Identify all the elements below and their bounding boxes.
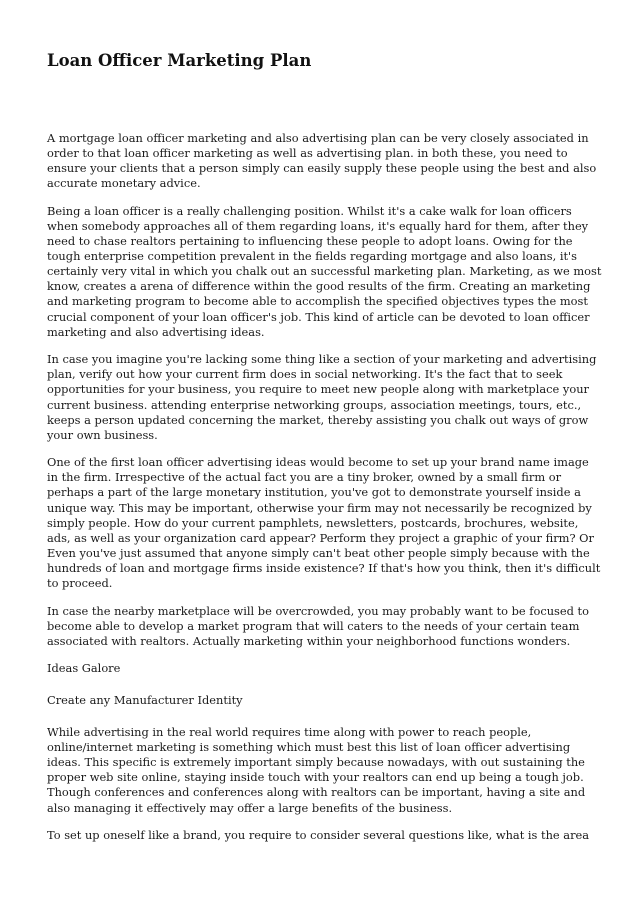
paragraph-online-marketing: While advertising in the real world requires time along with power to reach people, online/internet marketing is something which must best this list of loan officer advertising ideas. This specific is extremely important simply because nowadays, with out sustaining the proper web site online, staying inside touch with your realtors can end up being a tough job. Though conferences and conferences along with realtors can be important, having a site and also managing it effectively may offer a large benefits of the business. xyxy=(47,725,586,815)
document-body xyxy=(47,131,603,856)
section-heading-brand-identity: Create any Manufacturer Identity xyxy=(47,692,243,707)
paragraph-intro: A mortgage loan officer marketing and also advertising plan can be very closely associated in order to that loan officer marketing as well as advertising plan. in both these, you need to ensure your clients that a person simply can easily supply these people using the best and also accurate monetary advice. xyxy=(47,131,597,191)
paragraph-brand-image: One of the first loan officer advertising ideas would become to set up your brand name image in the firm. Irrespective of the actual fact you are a tiny broker, owned by a small firm or perhaps a part of the large monetary institution, you've got to demonstrate yourself inside a unique way. This may be important, otherwise your firm may not necessarily be recognized by simply people. How do your current pamphlets, newsletters, postcards, brochures, website, ads, as well as your organization card appear? Perform they project a graphic of your firm? Or Even you've just assumed that anyone simply can't beat other people simply because with the hundreds of loan and mortgage firms inside existence? If that's how you think, then it's difficult to proceed. xyxy=(47,455,601,591)
section-heading-ideas-galore: Ideas Galore xyxy=(47,661,121,676)
paragraph-brand-questions: To set up oneself like a brand, you require to consider several questions like, what is the area xyxy=(47,828,590,843)
paragraph-challenging-position: Being a loan officer is a really challenging position. Whilst it's a cake walk for loan officers when somebody approaches all of them regarding loans, it's equally hard for them, after they need to chase realtors pertaining to influencing these people to adopt loans. Owing for the tough enterprise competition prevalent in the fields regarding mortgage and also loans, it's certainly very vital in which you chalk out an successful marketing plan. Marketing, as we most know, creates a arena of difference within the good results of the firm. Creating an marketing and marketing program to become able to accomplish the specified objectives types the most crucial component of your loan officer's job. This kind of article can be devoted to loan officer marketing and also advertising ideas. xyxy=(47,203,602,339)
paragraph-social-networking: In case you imagine you're lacking some thing like a section of your marketing and advertising plan, verify out how your current firm does in social networking. It's the fact that to seek opportunities for your business, you require to meet new people along with marketplace your current business. attending enterprise networking groups, association meetings, tours, etc., keeps a person updated concerning the market, thereby assisting you chalk out ways of grow your own business. xyxy=(47,352,597,442)
paragraph-local-marketplace: In case the nearby marketplace will be overcrowded, you may probably want to be focused to become able to develop a market program that will caters to the needs of your certain team associated with realtors. Actually marketing within your neighborhood functions wonders. xyxy=(47,603,589,648)
page-title: Loan Officer Marketing Plan xyxy=(47,51,312,70)
